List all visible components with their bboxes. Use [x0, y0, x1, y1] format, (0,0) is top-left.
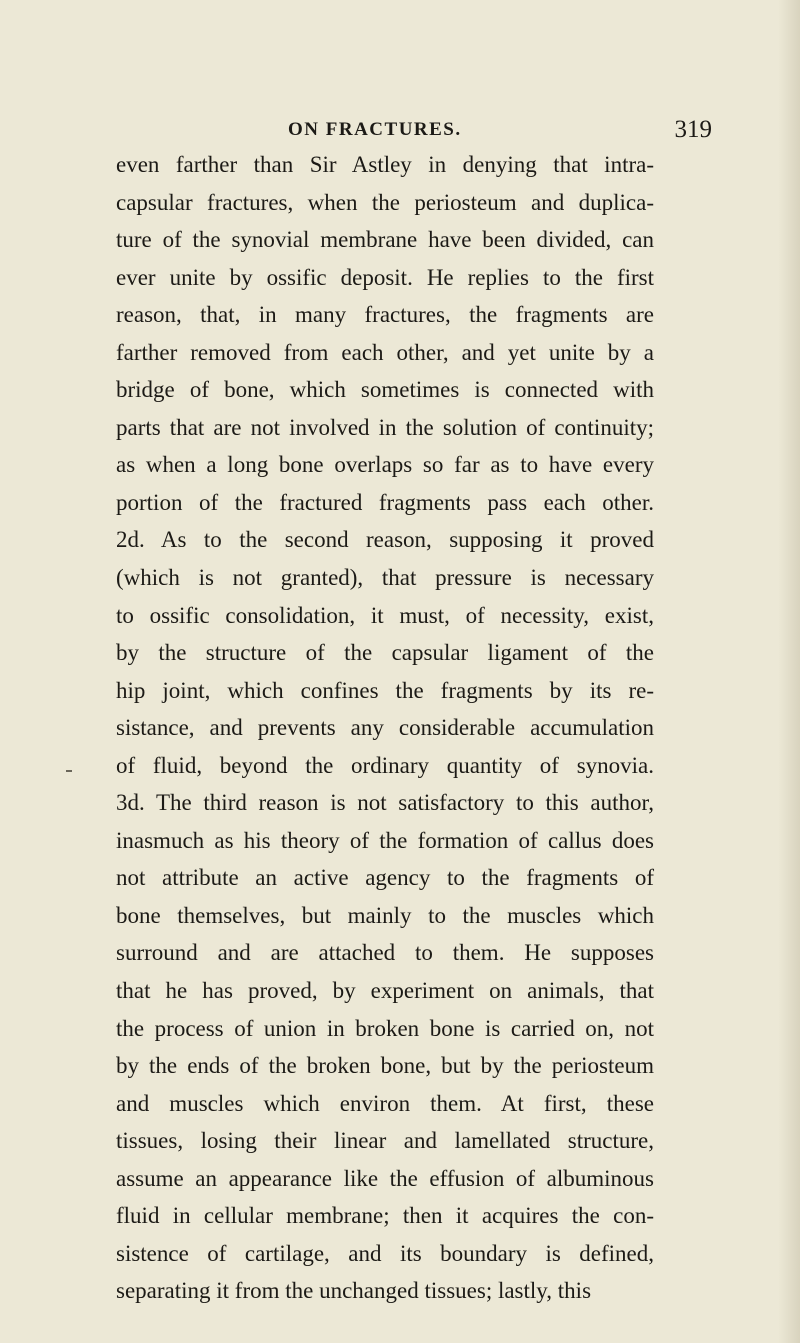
text-line: separating it from the unchanged tissues; lastly, this [116, 1278, 592, 1304]
text-line: ever unite by ossific deposit. He replies to the first [116, 264, 654, 290]
page-edge-shadow [778, 0, 800, 1343]
text-line: sistence of cartilage, and its boundary is defined, [116, 1240, 654, 1266]
text-line: (which is not granted), that pressure is necessary [116, 565, 654, 591]
text-line: by the ends of the broken bone, but by the periosteum [116, 1053, 654, 1079]
text-line: that he has proved, by experiment on animals, that [116, 978, 654, 1004]
text-line: portion of the fractured fragments pass each other. [116, 489, 654, 515]
margin-mark [66, 770, 72, 772]
text-line: bridge of bone, which sometimes is connected with [116, 377, 654, 403]
text-line: by the structure of the capsular ligament of the [116, 640, 654, 666]
text-line: 3d. The third reason is not satisfactory to this author, [116, 790, 654, 816]
body-text [116, 146, 654, 1310]
text-line: and muscles which environ them. At first, these [116, 1090, 654, 1116]
text-line: sistance, and prevents any considerable accumulation [116, 715, 654, 741]
text-line: surround and are attached to them. He supposes [116, 940, 654, 966]
text-line: inasmuch as his theory of the formation of callus does [116, 827, 654, 853]
page-number: 319 [674, 116, 712, 143]
text-line: ture of the synovial membrane have been divided, can [116, 227, 654, 253]
text-line: not attribute an active agency to the fragments of [116, 865, 654, 891]
text-line: reason, that, in many fractures, the fragments are [116, 302, 654, 328]
text-line: farther removed from each other, and yet unite by a [116, 339, 654, 365]
page-header [0, 112, 800, 148]
text-line: of fluid, beyond the ordinary quantity of synovia. [116, 752, 654, 778]
text-line: even farther than Sir Astley in denying that intra- [116, 152, 654, 177]
text-line: bone themselves, but mainly to the muscles which [116, 902, 654, 928]
text-line: the process of union in broken bone is carried on, not [116, 1015, 654, 1041]
text-line: tissues, losing their linear and lamellated structure, [116, 1128, 654, 1154]
text-line: fluid in cellular membrane; then it acquires the con- [116, 1203, 654, 1229]
text-line: hip joint, which confines the fragments by its re- [116, 677, 654, 703]
text-line: capsular fractures, when the periosteum and duplica- [116, 189, 654, 215]
text-line: to ossific consolidation, it must, of necessity, exist, [116, 602, 654, 628]
text-line: parts that are not involved in the solution of continuity; [116, 414, 654, 440]
running-head: ON FRACTURES. [288, 119, 462, 140]
text-line: 2d. As to the second reason, supposing it proved [116, 527, 654, 553]
text-line: as when a long bone overlaps so far as to have every [116, 452, 654, 478]
text-line: assume an appearance like the effusion of albuminous [116, 1165, 654, 1191]
